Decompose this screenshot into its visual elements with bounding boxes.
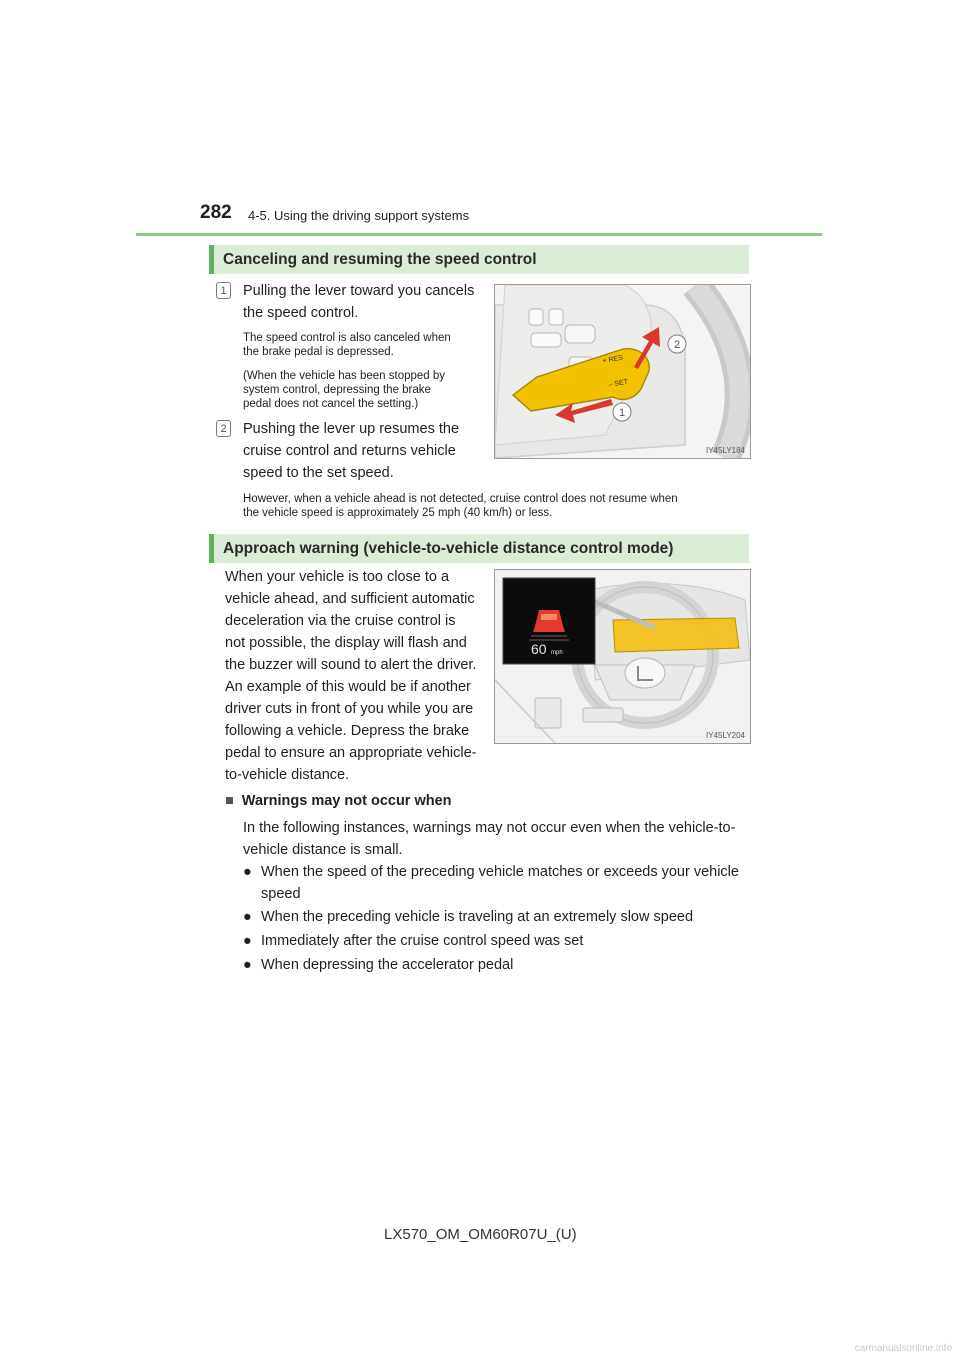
- warnings-heading: Warnings may not occur when: [241, 793, 452, 809]
- bullet-icon: ●: [243, 864, 252, 880]
- note-line: The speed control is also canceled when: [243, 332, 451, 344]
- note-line: However, when a vehicle ahead is not detected, cruise control does not resume when: [243, 493, 678, 505]
- step-1-line: the speed control.: [243, 305, 359, 321]
- bullet-line: Immediately after the cruise control speed was set: [261, 933, 584, 949]
- warning-bullet: [243, 930, 753, 952]
- dashboard-illustration: [495, 570, 750, 743]
- section-heading-approach-warning: Approach warning (vehicle-to-vehicle distance control mode): [209, 534, 749, 563]
- paragraph-line: When your vehicle is too close to a: [225, 569, 450, 585]
- paragraph-line: to-vehicle distance.: [225, 767, 350, 783]
- display-unit: mph: [551, 650, 563, 656]
- step-1-note-stopped: [243, 369, 481, 411]
- note-line: the vehicle speed is approximately 25 mph (40 km/h) or less.: [243, 507, 553, 519]
- step-2-line: cruise control and returns vehicle: [243, 443, 456, 459]
- step-2-line: speed to the set speed.: [243, 465, 394, 481]
- lever-set-label: – SET: [608, 378, 629, 389]
- warning-bullet: [243, 861, 753, 905]
- paragraph-line: the buzzer will sound to alert the driver.: [225, 657, 477, 673]
- paragraph-line: deceleration via the cruise control is: [225, 613, 456, 629]
- lever-res-label: + RES: [602, 354, 624, 365]
- bullet-icon: ●: [243, 933, 252, 949]
- figure-code: IY45LY204: [706, 731, 745, 740]
- paragraph-line: vehicle ahead, and sufficient automatic: [225, 591, 475, 607]
- footer-document-code: LX570_OM_OM60R07U_(U): [384, 1226, 577, 1243]
- paragraph-line: pedal to ensure an appropriate vehicle-: [225, 745, 477, 761]
- lever-illustration: [495, 285, 750, 458]
- paragraph-line: driver cuts in front of you while you are: [225, 701, 474, 717]
- square-bullet-icon: ■: [225, 793, 234, 809]
- dashboard-figure: [494, 569, 751, 744]
- step-number-2: 2: [216, 420, 231, 437]
- resume-note: [243, 492, 753, 520]
- approach-warning-paragraph: [225, 566, 481, 786]
- bullet-line: When the speed of the preceding vehicle matches or exceeds your vehicle: [261, 864, 739, 880]
- header-rule: [136, 233, 822, 236]
- step-2-text: [243, 418, 481, 484]
- lever-figure: [494, 284, 751, 459]
- paragraph-line: not possible, the display will flash and: [225, 635, 467, 651]
- bullet-line: When depressing the accelerator pedal: [261, 957, 514, 973]
- callout-2-label: 2: [673, 339, 681, 351]
- paragraph-line: An example of this would be if another: [225, 679, 471, 695]
- note-line: system control, depressing the brake: [243, 384, 431, 396]
- step-1-note-brake: [243, 331, 481, 359]
- display-speed: 60: [531, 641, 547, 657]
- note-line: the brake pedal is depressed.: [243, 346, 394, 358]
- warnings-subheading: [225, 790, 452, 812]
- page-number: 282: [200, 202, 232, 223]
- warnings-intro: [243, 817, 753, 861]
- figure-code: IY45LY184: [706, 446, 745, 455]
- intro-line: In the following instances, warnings may not occur even when the vehicle-to-: [243, 820, 736, 836]
- intro-line: vehicle distance is small.: [243, 842, 403, 858]
- bullet-line: When the preceding vehicle is traveling at an extremely slow speed: [261, 909, 694, 925]
- callout-1-label: 1: [618, 407, 626, 419]
- note-line: (When the vehicle has been stopped by: [243, 370, 446, 382]
- bullet-icon: ●: [243, 909, 252, 925]
- paragraph-line: following a vehicle. Depress the brake: [225, 723, 470, 739]
- step-1-line: Pulling the lever toward you cancels: [243, 283, 475, 299]
- step-1-text: [243, 280, 481, 324]
- watermark: carmanualsonline.info: [854, 1343, 952, 1354]
- bullet-text: [261, 861, 739, 905]
- bullet-line: speed: [261, 886, 301, 902]
- warning-bullet: [243, 906, 753, 928]
- section-heading-canceling: Canceling and resuming the speed control: [209, 245, 749, 274]
- note-line: pedal does not cancel the setting.): [243, 398, 419, 410]
- section-title: 4-5. Using the driving support systems: [248, 208, 470, 223]
- warning-bullet: [243, 954, 753, 976]
- step-2-line: Pushing the lever up resumes the: [243, 421, 460, 437]
- bullet-icon: ●: [243, 957, 252, 973]
- step-number-1: 1: [216, 282, 231, 299]
